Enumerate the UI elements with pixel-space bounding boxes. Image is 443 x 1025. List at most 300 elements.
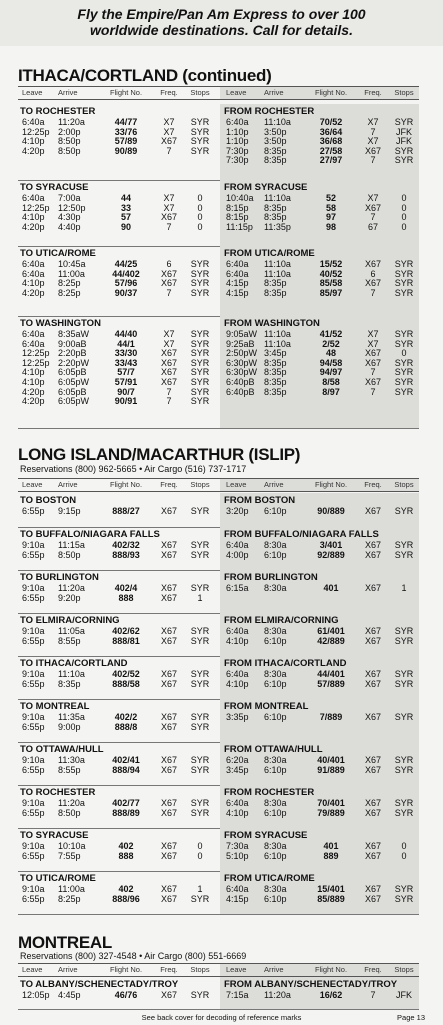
destination-from: FROM SYRACUSE bbox=[224, 830, 308, 841]
flight-arrive: 8:55p bbox=[58, 764, 81, 775]
flight-flight-no: 57/7 bbox=[117, 367, 135, 378]
flight-leave: 6:55p bbox=[22, 549, 45, 560]
flight-flight-no: 2/52 bbox=[322, 338, 340, 349]
flight-leave: 6:55p bbox=[22, 807, 45, 818]
flight-flight-no: 8/58 bbox=[322, 377, 340, 387]
flight-leave: 6:40a bbox=[226, 626, 249, 636]
flight-freq: 7 bbox=[370, 386, 376, 397]
flight-freq: X7 bbox=[163, 338, 175, 349]
flight-leave: 6:15a bbox=[226, 583, 249, 593]
destination-from: FROM BOSTON bbox=[224, 495, 296, 506]
flight-flight-no: 70/52 bbox=[319, 117, 343, 127]
flight-freq: X67 bbox=[160, 583, 177, 593]
flight-stops: 0 bbox=[197, 202, 203, 213]
flight-stops: JFK bbox=[395, 990, 412, 1000]
flight-freq: X67 bbox=[364, 850, 381, 861]
flight-freq: X67 bbox=[364, 202, 381, 213]
flight-freq: X67 bbox=[160, 136, 177, 147]
flight-freq: X67 bbox=[160, 626, 177, 636]
flight-flight-no: 52 bbox=[325, 193, 336, 203]
flight-freq: 7 bbox=[370, 367, 376, 378]
flight-stops: SYR bbox=[190, 117, 210, 127]
column-header-freq: Freq. bbox=[364, 88, 382, 97]
flight-leave: 7:30p bbox=[226, 145, 249, 156]
flight-leave: 4:15p bbox=[226, 893, 249, 904]
flight-leave: 7:30a bbox=[226, 841, 249, 851]
flight-freq: X67 bbox=[364, 678, 381, 689]
flight-arrive: 8:35p bbox=[264, 212, 287, 223]
column-header-stops: Stops bbox=[394, 88, 414, 97]
flight-stops: 0 bbox=[197, 212, 203, 223]
flight-freq: X7 bbox=[367, 136, 379, 147]
flight-arrive: 2:00p bbox=[58, 126, 81, 137]
flight-freq: X67 bbox=[364, 764, 381, 775]
destination-to: TO BURLINGTON bbox=[20, 572, 99, 583]
destination-from: FROM WASHINGTON bbox=[224, 318, 320, 329]
flight-flight-no: 98 bbox=[325, 221, 336, 232]
flight-freq: X67 bbox=[364, 712, 381, 722]
flight-stops: SYR bbox=[394, 338, 414, 349]
flight-freq: X7 bbox=[163, 117, 175, 127]
flight-arrive: 6:10p bbox=[264, 712, 287, 722]
flight-arrive: 10:45a bbox=[58, 259, 86, 269]
flight-flight-no: 90/889 bbox=[317, 506, 345, 516]
flight-freq: X67 bbox=[160, 884, 177, 894]
flight-flight-no: 44/40 bbox=[114, 329, 138, 339]
flight-leave: 6:40a bbox=[226, 669, 249, 679]
column-header-leave: Leave bbox=[226, 965, 247, 974]
flight-freq: X7 bbox=[163, 126, 175, 137]
flight-stops: SYR bbox=[190, 386, 210, 397]
section-title: MONTREAL bbox=[18, 933, 112, 952]
flight-arrive: 11:35a bbox=[58, 712, 85, 722]
flight-flight-no: 48 bbox=[325, 348, 336, 359]
flight-leave: 9:10a bbox=[22, 755, 45, 765]
flight-flight-no: 888/93 bbox=[112, 549, 140, 560]
flight-arrive: 11:35p bbox=[264, 221, 291, 232]
flight-freq: X67 bbox=[364, 357, 381, 368]
flight-leave: 9:10a bbox=[22, 583, 45, 593]
flight-arrive: 8:35aW bbox=[58, 329, 90, 339]
flight-freq: 7 bbox=[166, 221, 172, 232]
flight-flight-no: 27/97 bbox=[319, 155, 343, 166]
flight-leave: 6:40a bbox=[22, 117, 45, 127]
schedule-block bbox=[18, 699, 419, 743]
schedule-block bbox=[18, 527, 419, 571]
flight-flight-no: 41/52 bbox=[319, 329, 343, 339]
flight-flight-no: 401 bbox=[323, 583, 339, 593]
section-title: LONG ISLAND/MACARTHUR (ISLIP) bbox=[18, 445, 301, 464]
flight-arrive: 11:10a bbox=[264, 259, 291, 269]
flight-leave: 4:20p bbox=[22, 221, 45, 232]
flight-arrive: 11:10a bbox=[264, 329, 291, 339]
flight-flight-no: 46/76 bbox=[114, 990, 138, 1000]
flight-freq: X67 bbox=[364, 377, 381, 387]
flight-freq: X67 bbox=[160, 367, 177, 378]
flight-freq: X67 bbox=[160, 212, 177, 223]
flight-stops: SYR bbox=[190, 755, 210, 765]
flight-arrive: 3:45p bbox=[264, 348, 287, 359]
flight-arrive: 6:10p bbox=[264, 850, 287, 861]
flight-leave: 6:55p bbox=[22, 635, 45, 646]
flight-arrive: 6:10p bbox=[264, 635, 287, 646]
flight-arrive: 9:20p bbox=[58, 592, 81, 603]
flight-freq: X67 bbox=[160, 357, 177, 368]
destination-from: FROM MONTREAL bbox=[224, 701, 309, 712]
column-header-freq: Freq. bbox=[160, 965, 178, 974]
flight-freq: X67 bbox=[364, 798, 381, 808]
flight-stops: SYR bbox=[394, 712, 414, 722]
flight-stops: SYR bbox=[394, 764, 414, 775]
destination-from: FROM ITHACA/CORTLAND bbox=[224, 658, 347, 669]
schedule-block bbox=[18, 785, 419, 829]
flight-arrive: 11:10a bbox=[58, 669, 85, 679]
column-header-stops: Stops bbox=[394, 965, 414, 974]
destination-from: FROM UTICA/ROME bbox=[224, 873, 315, 884]
flight-arrive: 7:00a bbox=[58, 193, 81, 203]
flight-arrive: 8:50p bbox=[58, 145, 81, 156]
flight-flight-no: 402/41 bbox=[112, 755, 140, 765]
flight-flight-no: 889 bbox=[323, 850, 339, 861]
flight-leave: 4:20p bbox=[22, 396, 45, 407]
flight-arrive: 8:30a bbox=[264, 669, 287, 679]
flight-leave: 4:10p bbox=[22, 212, 45, 223]
flight-freq: X7 bbox=[367, 329, 379, 339]
column-header-flight-no: Flight No. bbox=[314, 965, 348, 974]
flight-freq: X67 bbox=[364, 145, 381, 156]
flight-leave: 4:10p bbox=[226, 678, 249, 689]
flight-flight-no: 888 bbox=[118, 850, 134, 861]
flight-leave: 2:50pW bbox=[226, 348, 258, 359]
flight-arrive: 8:30a bbox=[264, 884, 287, 894]
flight-leave: 4:10p bbox=[22, 278, 45, 289]
flight-arrive: 9:15p bbox=[58, 506, 81, 516]
flight-stops: SYR bbox=[190, 136, 210, 147]
flight-freq: X67 bbox=[160, 348, 177, 359]
flight-arrive: 8:35p bbox=[264, 386, 287, 397]
flight-arrive: 2:20pW bbox=[58, 357, 90, 368]
flight-freq: X67 bbox=[364, 635, 381, 646]
column-header-freq: Freq. bbox=[364, 480, 382, 489]
flight-stops: SYR bbox=[190, 807, 210, 818]
flight-stops: SYR bbox=[394, 145, 414, 156]
flight-freq: X67 bbox=[160, 377, 177, 387]
flight-leave: 3:45p bbox=[226, 764, 249, 775]
flight-arrive: 11:30a bbox=[58, 755, 85, 765]
flight-arrive: 4:40p bbox=[58, 221, 81, 232]
flight-freq: 7 bbox=[166, 145, 172, 156]
flight-arrive: 8:30a bbox=[264, 626, 287, 636]
flight-leave: 3:20p bbox=[226, 506, 249, 516]
flight-leave: 4:15p bbox=[226, 287, 249, 298]
flight-stops: SYR bbox=[394, 669, 414, 679]
flight-arrive: 8:35p bbox=[264, 145, 287, 156]
flight-flight-no: 402 bbox=[118, 841, 134, 851]
flight-freq: X7 bbox=[367, 193, 379, 203]
flight-flight-no: 44/77 bbox=[114, 117, 138, 127]
flight-flight-no: 44/402 bbox=[112, 268, 140, 279]
flight-freq: 7 bbox=[370, 287, 376, 298]
flight-leave: 11:15p bbox=[226, 221, 253, 232]
flight-freq: 6 bbox=[370, 268, 376, 279]
flight-flight-no: 402/32 bbox=[112, 540, 140, 550]
flight-leave: 9:10a bbox=[22, 841, 45, 851]
destination-from: FROM ALBANY/SCHENECTADY/TROY bbox=[224, 979, 398, 990]
flight-stops: SYR bbox=[190, 893, 210, 904]
flight-stops: SYR bbox=[394, 287, 414, 298]
flight-leave: 6:40a bbox=[226, 798, 249, 808]
flight-flight-no: 401 bbox=[323, 841, 339, 851]
flight-leave: 9:10a bbox=[22, 798, 45, 808]
flight-flight-no: 402/62 bbox=[112, 626, 140, 636]
flight-arrive: 8:30a bbox=[264, 798, 287, 808]
flight-leave: 12:25p bbox=[22, 126, 50, 137]
flight-flight-no: 58 bbox=[325, 202, 336, 213]
column-header-flight-no: Flight No. bbox=[109, 965, 143, 974]
flight-leave: 6:40a bbox=[226, 117, 249, 127]
flight-leave: 9:05aW bbox=[226, 329, 258, 339]
flight-freq: 7 bbox=[370, 155, 376, 166]
flight-arrive: 6:05pW bbox=[58, 377, 90, 387]
flight-stops: SYR bbox=[394, 506, 414, 516]
schedule-block bbox=[18, 246, 419, 317]
flight-leave: 12:25p bbox=[22, 202, 50, 213]
flight-freq: X67 bbox=[160, 712, 177, 722]
flight-leave: 6:30pW bbox=[226, 357, 258, 368]
flight-freq: X67 bbox=[160, 764, 177, 775]
flight-freq: X67 bbox=[364, 807, 381, 818]
flight-stops: SYR bbox=[394, 549, 414, 560]
banner-line-2: worldwide destinations. Call for details. bbox=[90, 22, 353, 38]
flight-flight-no: 44/1 bbox=[117, 338, 135, 349]
flight-flight-no: 7/889 bbox=[319, 712, 343, 722]
flight-flight-no: 44/25 bbox=[114, 259, 138, 269]
flight-flight-no: 402/52 bbox=[112, 669, 140, 679]
destination-to: TO SYRACUSE bbox=[20, 830, 89, 841]
flight-leave: 6:40a bbox=[22, 338, 45, 349]
destination-from: FROM ROCHESTER bbox=[224, 106, 315, 117]
flight-flight-no: 36/64 bbox=[319, 126, 343, 137]
flight-arrive: 6:05pB bbox=[58, 386, 87, 397]
flight-stops: 1 bbox=[401, 583, 407, 593]
flight-flight-no: 888/58 bbox=[112, 678, 140, 689]
flight-stops: 0 bbox=[197, 841, 203, 851]
flight-freq: X67 bbox=[160, 841, 177, 851]
flight-flight-no: 888/81 bbox=[112, 635, 140, 646]
flight-stops: SYR bbox=[394, 117, 414, 127]
column-header-leave: Leave bbox=[22, 480, 43, 489]
flight-arrive: 8:35p bbox=[264, 278, 287, 289]
flight-leave: 9:10a bbox=[22, 884, 45, 894]
banner-line-1: Fly the Empire/Pan Am Express to over 100 bbox=[77, 6, 366, 22]
flight-freq: X67 bbox=[160, 549, 177, 560]
flight-flight-no: 57/91 bbox=[114, 377, 138, 387]
column-header-leave: Leave bbox=[22, 88, 43, 97]
flight-stops: SYR bbox=[394, 755, 414, 765]
flight-arrive: 8:30a bbox=[264, 841, 287, 851]
flight-arrive: 11:15a bbox=[58, 540, 85, 550]
flight-stops: SYR bbox=[394, 386, 414, 397]
flight-arrive: 6:10p bbox=[264, 506, 287, 516]
destination-to: TO ITHACA/CORTLAND bbox=[20, 658, 128, 669]
flight-stops: SYR bbox=[190, 678, 210, 689]
schedule-block bbox=[18, 613, 419, 657]
flight-stops: SYR bbox=[190, 278, 210, 289]
column-header-stops: Stops bbox=[394, 480, 414, 489]
flight-flight-no: 40/52 bbox=[319, 268, 343, 279]
flight-leave: 6:40a bbox=[226, 268, 249, 279]
flight-flight-no: 888/8 bbox=[114, 721, 138, 732]
schedule-block bbox=[18, 493, 419, 528]
flight-arrive: 2:20pB bbox=[58, 348, 87, 359]
flight-freq: 67 bbox=[367, 221, 378, 232]
flight-leave: 6:40pB bbox=[226, 377, 255, 387]
flight-stops: SYR bbox=[394, 807, 414, 818]
flight-leave: 9:10a bbox=[22, 540, 45, 550]
flight-arrive: 9:00aB bbox=[58, 338, 87, 349]
flight-freq: X67 bbox=[364, 755, 381, 765]
flight-flight-no: 90/89 bbox=[114, 145, 138, 156]
flight-arrive: 11:10a bbox=[264, 268, 291, 279]
flight-arrive: 3:50p bbox=[264, 126, 287, 137]
flight-flight-no: 888/27 bbox=[112, 506, 140, 516]
flight-leave: 9:10a bbox=[22, 669, 45, 679]
flight-leave: 4:10p bbox=[22, 367, 45, 378]
column-header-freq: Freq. bbox=[160, 480, 178, 489]
flight-leave: 3:35p bbox=[226, 712, 249, 722]
flight-arrive: 8:30a bbox=[264, 540, 287, 550]
flight-arrive: 8:25p bbox=[58, 278, 81, 289]
flight-freq: X67 bbox=[160, 893, 177, 904]
destination-from: FROM SYRACUSE bbox=[224, 182, 308, 193]
flight-freq: X67 bbox=[364, 841, 381, 851]
flight-leave: 4:20p bbox=[22, 287, 45, 298]
destination-to: TO OTTAWA/HULL bbox=[20, 744, 104, 755]
flight-arrive: 8:35p bbox=[264, 367, 287, 378]
flight-leave: 4:20p bbox=[22, 145, 45, 156]
flight-arrive: 11:20a bbox=[58, 798, 85, 808]
footer-note: See back cover for decoding of reference marks bbox=[141, 1013, 302, 1022]
flight-stops: SYR bbox=[394, 635, 414, 646]
destination-from: FROM BUFFALO/NIAGARA FALLS bbox=[224, 529, 379, 540]
flight-freq: X67 bbox=[364, 884, 381, 894]
flight-arrive: 6:05pB bbox=[58, 367, 87, 378]
flight-stops: SYR bbox=[190, 540, 210, 550]
flight-flight-no: 33/76 bbox=[114, 126, 138, 137]
flight-arrive: 8:50p bbox=[58, 549, 81, 560]
section-reservations: Reservations (800) 962-5665 • Air Cargo (516) 737-1717 bbox=[20, 464, 247, 474]
flight-arrive: 8:35p bbox=[264, 377, 287, 387]
flight-leave: 12:05p bbox=[22, 990, 50, 1000]
column-header-leave: Leave bbox=[22, 965, 43, 974]
flight-arrive: 11:20a bbox=[264, 990, 291, 1000]
flight-stops: 0 bbox=[197, 850, 203, 861]
schedule-block bbox=[18, 570, 419, 614]
flight-leave: 5:10p bbox=[226, 850, 249, 861]
flight-freq: X67 bbox=[364, 626, 381, 636]
flight-stops: SYR bbox=[190, 721, 210, 732]
flight-leave: 6:40a bbox=[22, 268, 45, 279]
destination-to: TO SYRACUSE bbox=[20, 182, 89, 193]
flight-stops: SYR bbox=[190, 506, 210, 516]
flight-flight-no: 44/401 bbox=[317, 669, 345, 679]
column-header-flight-no: Flight No. bbox=[314, 480, 348, 489]
flight-arrive: 9:00p bbox=[58, 721, 81, 732]
flight-freq: X67 bbox=[364, 506, 381, 516]
flight-arrive: 11:10a bbox=[264, 117, 291, 127]
schedule-block bbox=[18, 104, 419, 181]
flight-arrive: 6:10p bbox=[264, 807, 287, 818]
flight-flight-no: 91/889 bbox=[317, 764, 345, 775]
flight-flight-no: 33/30 bbox=[114, 348, 138, 359]
column-header-flight-no: Flight No. bbox=[109, 88, 143, 97]
flight-stops: SYR bbox=[190, 583, 210, 593]
flight-stops: 0 bbox=[401, 221, 407, 232]
flight-leave: 6:40a bbox=[22, 329, 45, 339]
flight-flight-no: 888 bbox=[118, 592, 134, 603]
column-header-row bbox=[18, 478, 419, 492]
column-header-flight-no: Flight No. bbox=[314, 88, 348, 97]
flight-leave: 9:10a bbox=[22, 712, 45, 722]
column-header-arrive: Arrive bbox=[264, 965, 284, 974]
column-header-row bbox=[18, 86, 419, 100]
flight-flight-no: 79/889 bbox=[317, 807, 345, 818]
flight-leave: 6:55p bbox=[22, 592, 45, 603]
flight-stops: SYR bbox=[190, 377, 210, 387]
column-header-arrive: Arrive bbox=[58, 88, 78, 97]
schedule-block bbox=[18, 742, 419, 786]
destination-to: TO MONTREAL bbox=[20, 701, 90, 712]
flight-freq: 7 bbox=[166, 386, 172, 397]
flight-freq: X67 bbox=[160, 506, 177, 516]
flight-arrive: 10:10a bbox=[58, 841, 86, 851]
flight-leave: 1:10p bbox=[226, 136, 249, 147]
flight-flight-no: 57/89 bbox=[114, 136, 138, 147]
flight-stops: SYR bbox=[190, 145, 210, 156]
destination-to: TO UTICA/ROME bbox=[20, 248, 96, 259]
flight-leave: 4:15p bbox=[226, 278, 249, 289]
flight-arrive: 8:25p bbox=[58, 287, 81, 298]
flight-flight-no: 8/97 bbox=[322, 386, 340, 397]
flight-arrive: 8:30a bbox=[264, 583, 287, 593]
schedule-block bbox=[18, 180, 419, 247]
flight-stops: 0 bbox=[401, 212, 407, 223]
flight-stops: 1 bbox=[197, 884, 203, 894]
flight-flight-no: 402/77 bbox=[112, 798, 140, 808]
flight-arrive: 6:05pW bbox=[58, 396, 90, 407]
flight-arrive: 7:55p bbox=[58, 850, 81, 861]
flight-arrive: 8:30a bbox=[264, 755, 287, 765]
flight-freq: X67 bbox=[160, 755, 177, 765]
flight-stops: SYR bbox=[394, 626, 414, 636]
column-header-arrive: Arrive bbox=[58, 480, 78, 489]
flight-stops: SYR bbox=[190, 287, 210, 298]
flight-flight-no: 15/401 bbox=[317, 884, 345, 894]
flight-flight-no: 85/889 bbox=[317, 893, 345, 904]
flight-freq: X7 bbox=[163, 202, 175, 213]
flight-freq: X67 bbox=[160, 807, 177, 818]
destination-to: TO ROCHESTER bbox=[20, 787, 96, 798]
column-header-stops: Stops bbox=[190, 480, 210, 489]
flight-arrive: 8:50p bbox=[58, 807, 81, 818]
flight-flight-no: 97 bbox=[325, 212, 336, 223]
destination-from: FROM ROCHESTER bbox=[224, 787, 315, 798]
flight-flight-no: 33/43 bbox=[114, 357, 138, 368]
flight-stops: SYR bbox=[394, 357, 414, 368]
flight-flight-no: 3/401 bbox=[319, 540, 343, 550]
flight-arrive: 6:10p bbox=[264, 549, 287, 560]
flight-freq: X7 bbox=[367, 338, 379, 349]
